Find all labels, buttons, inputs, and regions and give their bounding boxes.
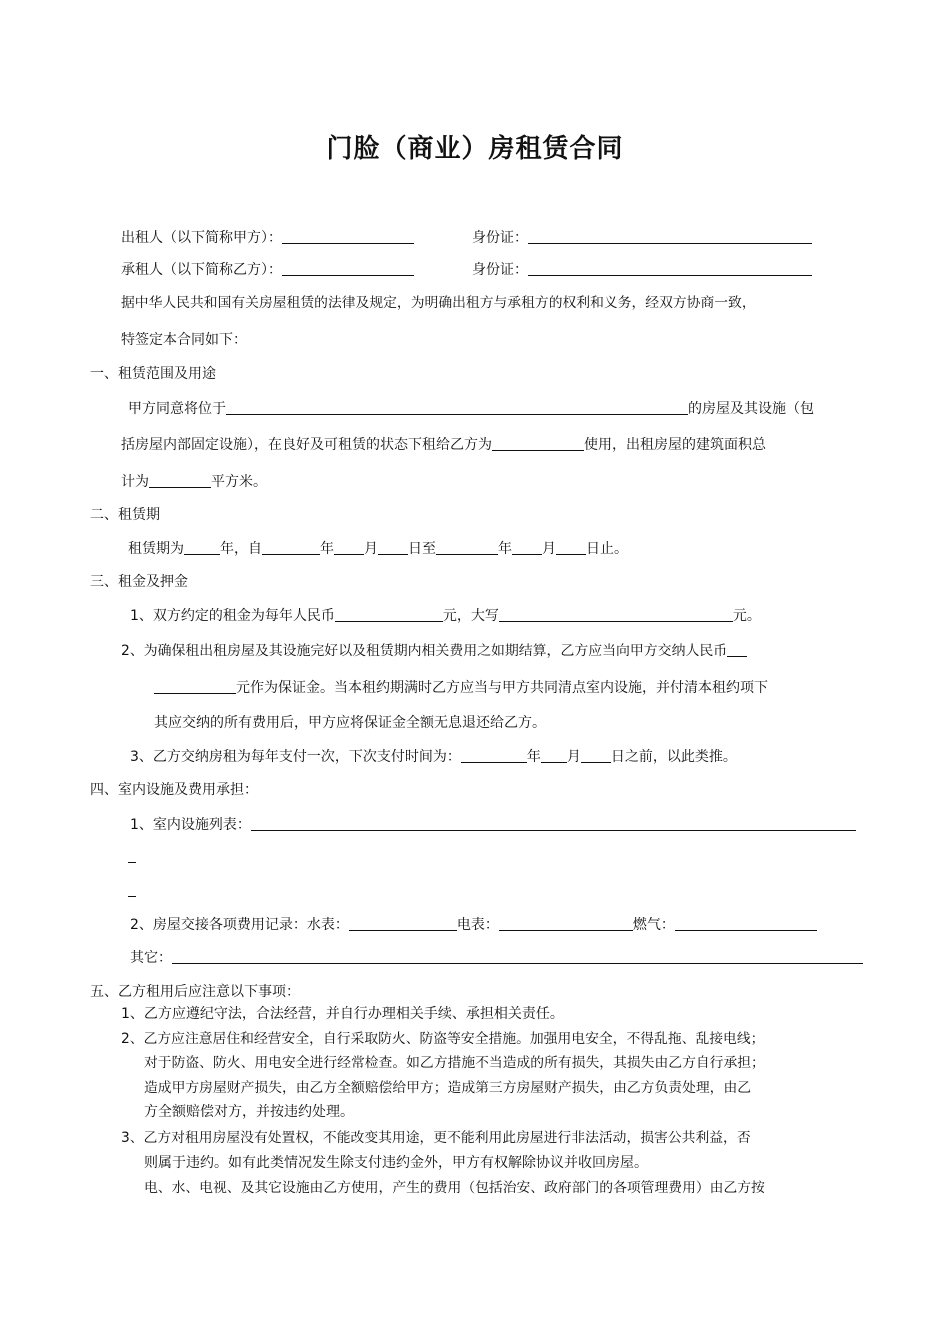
deposit-blank-start[interactable]	[727, 640, 747, 657]
s1-para-line-2	[121, 434, 766, 455]
meters-line	[130, 914, 817, 935]
start-year-blank[interactable]	[262, 538, 320, 555]
s5-item-3-line-2: 则属于违约。如有此类情况发生除支付违约金外，甲方有权解除协议并收回房屋。	[144, 1155, 648, 1171]
section-5-heading: 五、乙方租用后应注意以下事项：	[90, 984, 300, 1000]
facilities-blank-2[interactable]	[128, 862, 136, 863]
s1-text: 括房屋内部固定设施），在良好及可租赁的状态下租给乙方为	[121, 437, 492, 453]
intro-line-1: 据中华人民共和国有关房屋租赁的法律及规定，为明确出租方与承租方的权利和义务，经双方协商一致，	[121, 295, 756, 311]
s1-text: 平方米。	[211, 474, 267, 490]
s3-text: 元，大写	[442, 608, 499, 624]
payment-line	[130, 746, 737, 767]
facilities-list-blank[interactable]	[251, 814, 856, 831]
s3-text: 月	[566, 749, 581, 765]
s2-text: 年	[498, 541, 512, 557]
s3-text: 1、双方约定的租金为每年人民币	[130, 608, 335, 624]
s1-text: 的房屋及其设施（包	[688, 401, 814, 417]
deposit-line-3: 其应交纳的所有费用后，甲方应将保证金全额无息退还给乙方。	[154, 715, 546, 731]
section-4-heading: 四、室内设施及费用承担：	[90, 782, 258, 798]
s1-para-line-1	[128, 398, 814, 419]
s3-text: 2、为确保租出租房屋及其设施完好以及租赁期内相关费用之如期结算，乙方应当向甲方交纳人民币	[121, 643, 728, 659]
end-year-blank[interactable]	[436, 538, 498, 555]
lessor-label: 出租人（以下简称甲方）：	[121, 230, 282, 246]
location-blank[interactable]	[226, 398, 688, 415]
s4-text: 电表：	[456, 917, 499, 933]
s2-text: 年，自	[220, 541, 262, 557]
s1-text: 计为	[121, 474, 149, 490]
facilities-line	[130, 814, 856, 835]
water-meter-blank[interactable]	[349, 914, 457, 931]
s3-text: 日之前，以此类推。	[610, 749, 737, 765]
deposit-amount-blank[interactable]	[154, 677, 236, 694]
term-years-blank[interactable]	[184, 538, 220, 555]
s1-text: 使用，出租房屋的建筑面积总	[584, 437, 766, 453]
other-line	[130, 947, 863, 968]
section-1-heading: 一、租赁范围及用途	[90, 366, 216, 382]
s5-item-2-line-4: 方全额赔偿对方，并按违约处理。	[144, 1104, 354, 1120]
s2-text: 租赁期为	[128, 541, 184, 557]
lessee-label: 承租人（以下简称乙方）：	[121, 262, 282, 278]
lessee-name-blank[interactable]	[282, 259, 414, 276]
lessor-id-line	[472, 227, 812, 248]
gas-meter-blank[interactable]	[675, 914, 817, 931]
electric-meter-blank[interactable]	[499, 914, 633, 931]
lease-term-line	[128, 538, 628, 559]
rent-amount-blank[interactable]	[335, 605, 443, 622]
rent-uppercase-blank[interactable]	[499, 605, 733, 622]
s3-text: 元作为保证金。当本租约期满时乙方应当与甲方共同清点室内设施，并付清本租约项下	[236, 680, 768, 696]
lessee-id-label: 身份证：	[472, 262, 528, 278]
s4-text: 1、室内设施列表：	[130, 817, 251, 833]
s2-text: 年	[320, 541, 334, 557]
s5-item-2-line-2: 对于防盗、防火、用电安全进行经常检查。如乙方措施不当造成的所有损失，其损失由乙方自行承担；	[144, 1055, 765, 1071]
deposit-line-1	[121, 640, 747, 661]
lessee-id-line	[472, 259, 812, 280]
s2-text: 月	[364, 541, 378, 557]
s5-item-2-line-3: 造成甲方房屋财产损失，由乙方全额赔偿给甲方；造成第三方房屋财产损失，由乙方负责处理，由乙	[144, 1080, 752, 1096]
s5-item-1: 1、乙方应遵纪守法，合法经营，并自行办理相关手续、承担相关责任。	[121, 1006, 564, 1022]
area-blank[interactable]	[149, 471, 211, 488]
s1-para-line-3	[121, 471, 267, 492]
start-day-blank[interactable]	[378, 538, 408, 555]
s5-item-2-line-1: 2、乙方应注意居住和经营安全，自行采取防火、防盗等安全措施。加强用电安全，不得乱拖、乱接电线；	[121, 1031, 765, 1047]
lessee-line	[121, 259, 414, 280]
s5-item-4: 电、水、电视、及其它设施由乙方使用，产生的费用（包括治安、政府部门的各项管理费用）由乙方按	[144, 1180, 765, 1196]
intro-line-2: 特签定本合同如下：	[121, 332, 247, 348]
deposit-line-2	[154, 677, 768, 698]
lessor-name-blank[interactable]	[282, 227, 414, 244]
s4-text: 其它：	[130, 950, 172, 966]
s2-text: 日至	[408, 541, 436, 557]
s4-text: 燃气：	[632, 917, 675, 933]
end-month-blank[interactable]	[512, 538, 542, 555]
lessor-line	[121, 227, 414, 248]
lessor-id-label: 身份证：	[472, 230, 528, 246]
section-2-heading: 二、租赁期	[90, 507, 160, 523]
s3-text: 3、乙方交纳房租为每年支付一次，下次支付时间为：	[130, 749, 461, 765]
pay-year-blank[interactable]	[461, 746, 527, 763]
s5-item-3-line-1: 3、乙方对租用房屋没有处置权，不能改变其用途，更不能利用此房屋进行非法活动，损害公共利益，否	[121, 1130, 751, 1146]
s3-text: 年	[526, 749, 541, 765]
s4-text: 2、房屋交接各项费用记录：水表：	[130, 917, 349, 933]
pay-month-blank[interactable]	[541, 746, 567, 763]
s3-text: 元。	[732, 608, 761, 624]
facilities-blank-3[interactable]	[128, 896, 136, 897]
lessee-id-blank[interactable]	[528, 259, 812, 276]
section-3-heading: 三、租金及押金	[90, 574, 188, 590]
end-day-blank[interactable]	[556, 538, 586, 555]
rent-line	[130, 605, 761, 626]
lessor-id-blank[interactable]	[528, 227, 812, 244]
page-title: 门脸（商业）房租赁合同	[326, 134, 624, 164]
other-blank[interactable]	[172, 947, 863, 964]
s2-text: 日止。	[586, 541, 628, 557]
pay-day-blank[interactable]	[581, 746, 611, 763]
start-month-blank[interactable]	[334, 538, 364, 555]
s2-text: 月	[542, 541, 556, 557]
usage-blank[interactable]	[492, 434, 584, 451]
s1-text: 甲方同意将位于	[128, 401, 226, 417]
